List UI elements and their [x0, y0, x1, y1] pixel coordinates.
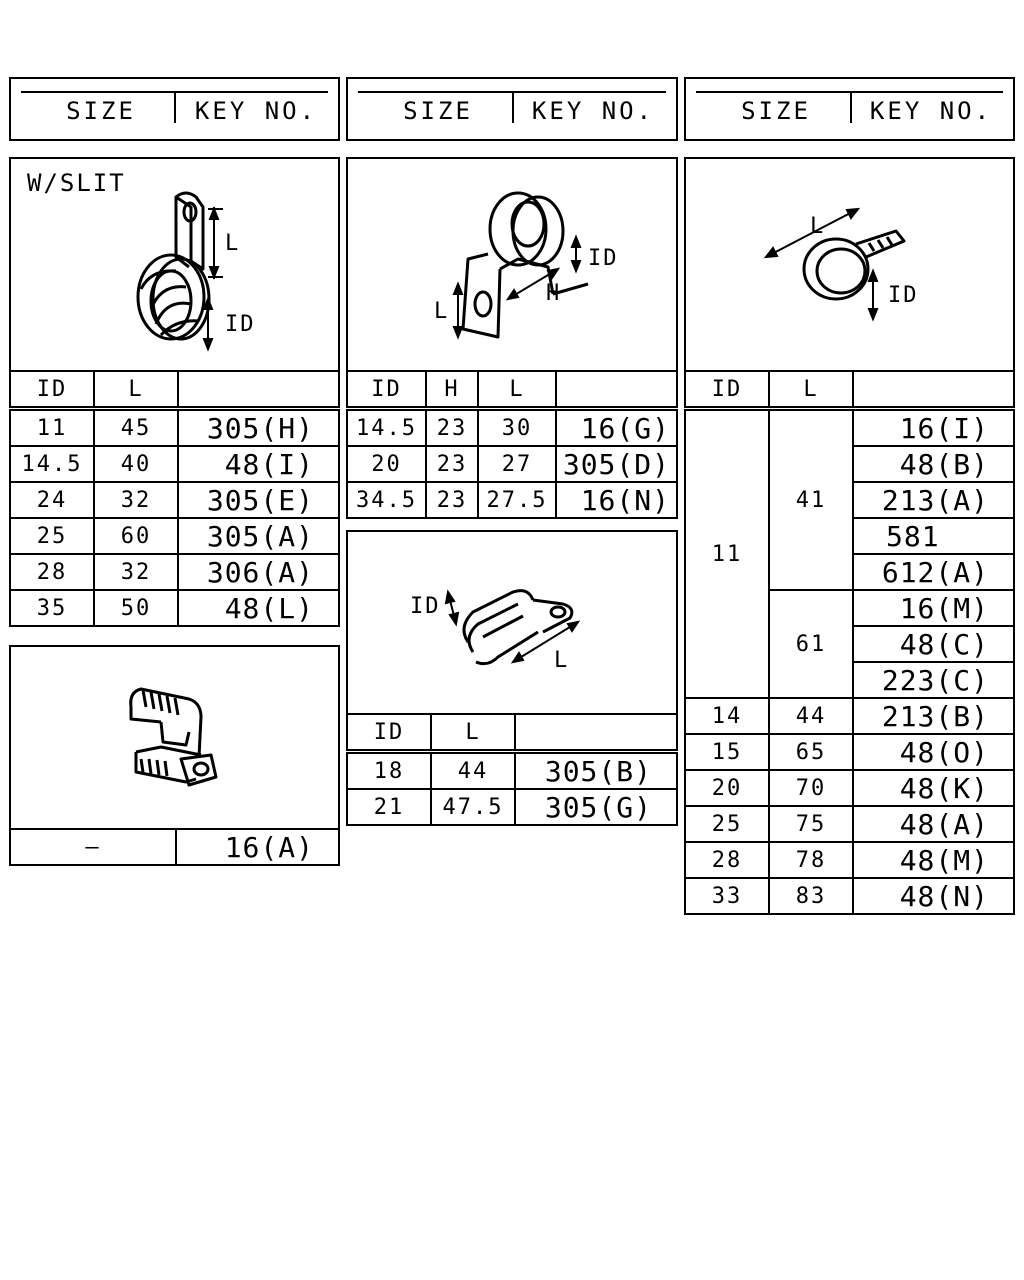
- table-row: [685, 770, 1014, 806]
- cell-key: 48(A): [853, 806, 1014, 842]
- band-clamp-table: [684, 370, 1015, 915]
- cell-l: 32: [94, 482, 178, 518]
- cell-key: 213(B): [853, 698, 1014, 734]
- offset-clamp-drawing: [348, 159, 680, 374]
- plastic-clip-diagram-panel: [9, 645, 340, 830]
- cell-key: 16(M): [853, 590, 1014, 626]
- cell-h: 23: [426, 482, 478, 518]
- cell-l: 60: [94, 518, 178, 554]
- size-header: SIZE: [741, 97, 811, 125]
- l-dimension-label: L: [554, 648, 570, 673]
- id-dimension-label: ID: [410, 594, 441, 619]
- cell-size: –: [10, 829, 176, 865]
- cell-key: 305(G): [515, 789, 677, 825]
- header-divider: [850, 93, 852, 123]
- cell-l: 75: [769, 806, 853, 842]
- header-box-1: [9, 77, 340, 141]
- cell-l: 27.5: [478, 482, 556, 518]
- cell-key: 305(E): [178, 482, 339, 518]
- cell-key: 305(A): [178, 518, 339, 554]
- cell-id: 25: [10, 518, 94, 554]
- column-header-l: L: [478, 371, 556, 409]
- offset-clamp-diagram-panel: [346, 157, 678, 372]
- column-header-h: H: [426, 371, 478, 409]
- cell-key: 306(A): [178, 554, 339, 590]
- cell-key: 16(N): [556, 482, 677, 518]
- cell-id: 34.5: [347, 482, 426, 518]
- cell-key: 48(N): [853, 878, 1014, 914]
- cell-key: 581: [853, 518, 1014, 554]
- cell-id: 28: [685, 842, 769, 878]
- cell-l: 41: [769, 409, 853, 591]
- cell-l: 44: [431, 752, 515, 790]
- u-clip-drawing: [348, 532, 680, 717]
- id-dimension-label: ID: [888, 283, 919, 308]
- cell-key: 305(D): [556, 446, 677, 482]
- column-header-id: ID: [347, 371, 426, 409]
- column-header-key: [853, 371, 1014, 409]
- band-clamp-diagram-panel: [684, 157, 1015, 372]
- band-clamp-drawing: [686, 159, 1017, 374]
- cell-key: 48(I): [178, 446, 339, 482]
- table-row: [10, 482, 339, 518]
- cell-l: 47.5: [431, 789, 515, 825]
- cell-id: 21: [347, 789, 431, 825]
- cell-key: 48(K): [853, 770, 1014, 806]
- cell-l: 27: [478, 446, 556, 482]
- cell-h: 23: [426, 409, 478, 447]
- cell-l: 40: [94, 446, 178, 482]
- cell-l: 30: [478, 409, 556, 447]
- cell-key: 305(B): [515, 752, 677, 790]
- cell-id: 11: [685, 409, 769, 699]
- cell-id: 20: [685, 770, 769, 806]
- cell-l: 61: [769, 590, 853, 698]
- size-header: SIZE: [403, 97, 473, 125]
- cell-l: 65: [769, 734, 853, 770]
- table-row: [10, 590, 339, 626]
- column-header-id: ID: [347, 714, 431, 752]
- table-row: [685, 734, 1014, 770]
- table-row: [10, 518, 339, 554]
- l-dimension-label: L: [810, 214, 826, 239]
- id-dimension-label: ID: [225, 312, 256, 337]
- l-dimension-label: L: [225, 231, 241, 256]
- slit-clamp-drawing: [11, 159, 342, 374]
- key-no-header: KEY NO.: [869, 97, 993, 125]
- table-row: [347, 446, 677, 482]
- slit-clamp-table: [9, 370, 340, 627]
- cell-id: 14.5: [10, 446, 94, 482]
- u-clip-diagram-panel: [346, 530, 678, 715]
- column-header-id: ID: [10, 371, 94, 409]
- cell-id: 15: [685, 734, 769, 770]
- cell-id: 25: [685, 806, 769, 842]
- table-row: [10, 446, 339, 482]
- cell-key: 305(H): [178, 409, 339, 447]
- cell-key: 48(M): [853, 842, 1014, 878]
- table-row: [685, 806, 1014, 842]
- table-row: [10, 829, 339, 865]
- table-row: [685, 842, 1014, 878]
- table-row: [10, 409, 339, 447]
- cell-key: 213(A): [853, 482, 1014, 518]
- cell-key: 48(B): [853, 446, 1014, 482]
- cell-key: 16(I): [853, 409, 1014, 447]
- table-row: [10, 554, 339, 590]
- cell-l: 45: [94, 409, 178, 447]
- cell-id: 18: [347, 752, 431, 790]
- size-header: SIZE: [66, 97, 136, 125]
- cell-l: 83: [769, 878, 853, 914]
- id-dimension-label: ID: [588, 246, 619, 271]
- cell-key: 223(C): [853, 662, 1014, 698]
- cell-key: 48(O): [853, 734, 1014, 770]
- header-box-2: [346, 77, 678, 141]
- cell-id: 33: [685, 878, 769, 914]
- key-no-header: KEY NO.: [531, 97, 655, 125]
- column-header-l: L: [431, 714, 515, 752]
- plastic-clip-table: [9, 828, 340, 866]
- l-dimension-label: L: [434, 299, 450, 324]
- cell-id: 28: [10, 554, 94, 590]
- cell-l: 32: [94, 554, 178, 590]
- table-row: [347, 789, 677, 825]
- slit-clamp-diagram-panel: [9, 157, 340, 372]
- column-header-key: [178, 371, 339, 409]
- column-header-l: L: [94, 371, 178, 409]
- table-row: [685, 409, 1014, 447]
- header-divider: [512, 93, 514, 123]
- cell-id: 14: [685, 698, 769, 734]
- cell-id: 14.5: [347, 409, 426, 447]
- table-row: [347, 752, 677, 790]
- cell-key: 16(A): [176, 829, 339, 865]
- cell-id: 20: [347, 446, 426, 482]
- cell-key: 48(C): [853, 626, 1014, 662]
- plastic-clip-drawing: [11, 647, 342, 832]
- column-header-key: [556, 371, 677, 409]
- u-clip-table: [346, 713, 678, 826]
- offset-clamp-table: [346, 370, 678, 519]
- table-row: [685, 698, 1014, 734]
- cell-l: 78: [769, 842, 853, 878]
- key-no-header: KEY NO.: [194, 97, 318, 125]
- column-header-l: L: [769, 371, 853, 409]
- table-row: [685, 878, 1014, 914]
- cell-l: 44: [769, 698, 853, 734]
- cell-h: 23: [426, 446, 478, 482]
- cell-key: 48(L): [178, 590, 339, 626]
- cell-l: 70: [769, 770, 853, 806]
- column-header-key: [515, 714, 677, 752]
- slit-label: W/SLIT: [27, 169, 126, 197]
- table-row: [347, 409, 677, 447]
- header-divider: [174, 93, 176, 123]
- cell-id: 11: [10, 409, 94, 447]
- column-header-id: ID: [685, 371, 769, 409]
- cell-id: 24: [10, 482, 94, 518]
- cell-key: 16(G): [556, 409, 677, 447]
- h-dimension-label: H: [546, 281, 562, 306]
- cell-key: 612(A): [853, 554, 1014, 590]
- header-box-3: [684, 77, 1015, 141]
- table-row: [347, 482, 677, 518]
- cell-l: 50: [94, 590, 178, 626]
- cell-id: 35: [10, 590, 94, 626]
